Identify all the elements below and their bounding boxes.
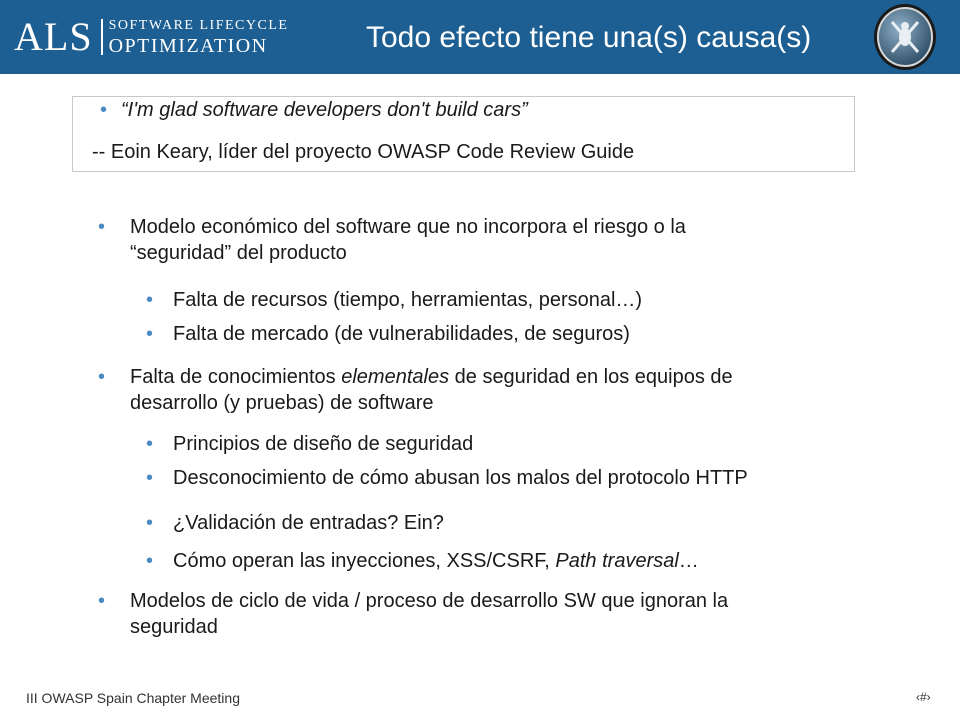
- bullet-text-line: [130, 364, 930, 390]
- bullet-text-line: “seguridad” del producto: [130, 242, 347, 264]
- text-part-italic: elementales: [341, 366, 450, 388]
- quote-text: “I'm glad software developers don't build cars”: [121, 99, 528, 121]
- sub-bullet-item: [146, 548, 943, 574]
- text-part: Cómo operan las inyecciones, XSS/CSRF,: [173, 550, 556, 572]
- bullet-item: [98, 588, 930, 640]
- logo-als-text: ALS: [14, 14, 93, 59]
- bullet-dot: •: [98, 216, 106, 238]
- slide-title: Todo efecto tiene una(s) causa(s): [366, 21, 812, 54]
- bullet-text-line: ¿Validación de entradas? Ein?: [173, 512, 444, 534]
- bullet-dot: •: [146, 289, 154, 311]
- logo-separator: [101, 19, 103, 55]
- text-part-italic: Path traversal: [555, 550, 679, 572]
- als-logo: [14, 14, 288, 60]
- bullet-item: [98, 364, 930, 416]
- text-part: …: [678, 550, 699, 572]
- text-part: Falta de conocimientos: [130, 366, 342, 388]
- bullet-text-line: Modelo económico del software que no incorpora el riesgo o la: [130, 216, 686, 238]
- slide-header: [0, 0, 960, 74]
- footer-text: III OWASP Spain Chapter Meeting: [26, 690, 240, 706]
- sub-bullet-item: [146, 431, 943, 457]
- bullet-text-line: Desconocimiento de cómo abusan los malos del protocolo HTTP: [173, 467, 748, 489]
- bullet-dot: •: [146, 512, 154, 534]
- bullet-text-line: desarrollo (y pruebas) de software: [130, 392, 434, 414]
- bullet-text-line: Falta de mercado (de vulnerabilidades, de seguros): [173, 323, 630, 345]
- bullet-dot: •: [98, 590, 106, 612]
- logo-subtitle: [109, 17, 289, 57]
- bullet-dot: •: [146, 550, 154, 572]
- bullet-dot: •: [100, 99, 108, 121]
- bullet-dot: •: [146, 323, 154, 345]
- bullet-text-line: Principios de diseño de seguridad: [173, 433, 474, 455]
- quote-line: [100, 98, 528, 122]
- sub-bullet-item: [146, 465, 943, 491]
- bullet-dot: •: [98, 366, 106, 388]
- slide-number: ‹#›: [916, 690, 931, 704]
- bullet-dot: •: [146, 467, 154, 489]
- text-part: de seguridad en los equipos de: [449, 366, 733, 388]
- logo-line-1: SOFTWARE LIFECYCLE: [108, 18, 289, 33]
- bullet-text-line: Falta de recursos (tiempo, herramientas, personal…): [173, 289, 643, 311]
- owasp-wasp-emblem-icon: [870, 2, 940, 72]
- logo-line-2: OPTIMIZATION: [108, 35, 268, 57]
- sub-bullet-item: [146, 287, 943, 313]
- bullet-text-line: [173, 548, 943, 574]
- quote-attribution: -- Eoin Keary, líder del proyecto OWASP Code Review Guide: [92, 141, 635, 163]
- bullet-text-line: seguridad: [130, 616, 218, 638]
- bullet-text-line: Modelos de ciclo de vida / proceso de desarrollo SW que ignoran la: [130, 590, 729, 612]
- sub-bullet-item: [146, 321, 943, 347]
- sub-bullet-item: [146, 510, 943, 536]
- bullet-dot: •: [146, 433, 154, 455]
- bullet-item: [98, 214, 930, 266]
